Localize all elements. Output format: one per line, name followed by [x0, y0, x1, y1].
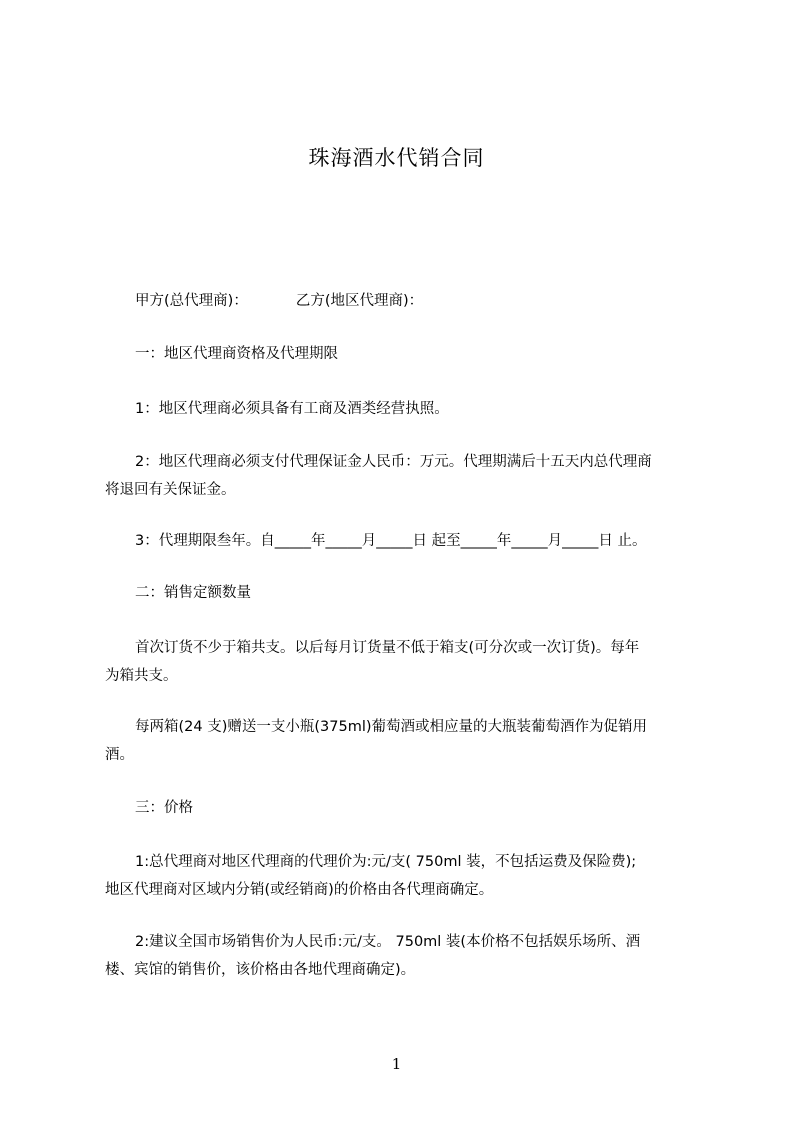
section3-item1-line2: 地区代理商对区域内分销(或经销商)的价格由各代理商确定。 [105, 882, 494, 898]
section2-heading: 二：销售定额数量 [135, 585, 251, 601]
section3-item2-line1: 2:建议全国市场销售价为人民币:元/支。 750ml 装(本价格不包括娱乐场所、酒 [135, 934, 641, 950]
section1-heading: 一：地区代理商资格及代理期限 [135, 346, 338, 362]
party-b-label: 乙方(地区代理商)： [295, 293, 424, 309]
section2-para2-line1: 每两箱(24 支)赠送一支小瓶(375ml)葡萄酒或相应量的大瓶装葡萄酒作为促销用 [135, 719, 648, 735]
party-a-label: 甲方(总代理商)： [135, 293, 248, 309]
section1-item2-line1: 2：地区代理商必须支付代理保证金人民币：万元。代理期满后十五天内总代理商 [135, 454, 652, 470]
section1-item2-line2: 将退回有关保证金。 [105, 482, 236, 498]
section2-para1-line2: 为箱共支。 [105, 668, 178, 684]
section3-item1-line1: 1:总代理商对地区代理商的代理价为:元/支( 750ml 装，不包括运费及保险费); [135, 854, 637, 870]
section2-para1-line1: 首次订货不少于箱共支。以后每月订货量不低于箱支(可分次或一次订货)。每年 [135, 640, 640, 656]
section3-item2-line2: 楼、宾馆的销售价，该价格由各地代理商确定)。 [105, 962, 416, 978]
section2-para2-line2: 酒。 [105, 747, 134, 763]
page-number: 1 [391, 1055, 402, 1073]
section1-item1: 1：地区代理商必须具备有工商及酒类经营执照。 [135, 401, 449, 417]
document-title: 珠海酒水代销合同 [308, 146, 485, 170]
section1-item3: 3：代理期限叁年。自_____年_____月_____日 起至_____年_____月_____日 止。 [135, 533, 647, 549]
parties-line [105, 287, 705, 315]
section3-heading: 三：价格 [135, 800, 193, 816]
